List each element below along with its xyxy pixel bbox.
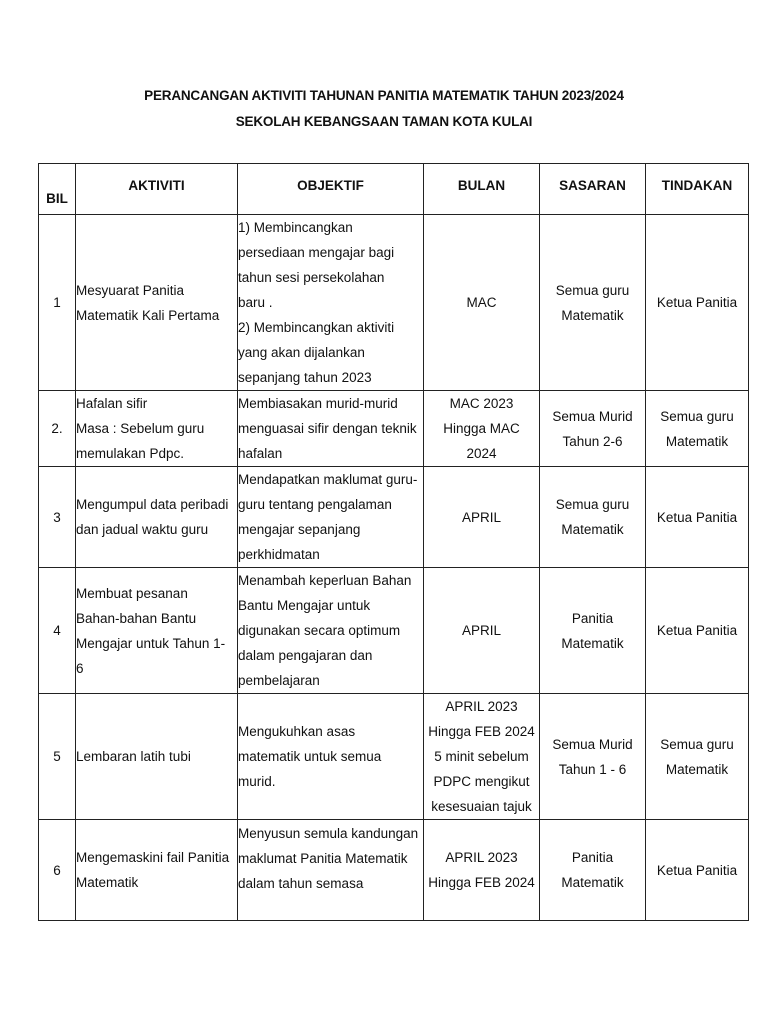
cell-line: Menambah keperluan Bahan [238,573,412,588]
cell-bulan [424,391,540,467]
cell-sasaran [540,391,646,467]
cell-line: Mengemaskini fail Panitia [76,850,230,865]
cell-line: Hingga MAC [443,421,520,436]
document-title: PERANCANGAN AKTIVITI TAHUNAN PANITIA MATEMATIK TAHUN 2023/2024 [144,88,624,103]
cell-line: 2) Membincangkan aktiviti [238,320,395,335]
cell-tindakan [646,467,749,568]
cell-line: Semua Murid [552,408,633,424]
cell-line: maklumat Panitia Matematik [238,850,408,866]
cell-bulan [424,820,540,921]
cell-objektif [238,820,424,921]
cell-bil: 6 [39,820,76,921]
cell-bil: 4 [39,568,76,694]
cell-line: Matematik [665,433,729,449]
header-tindakan: TINDAKAN [646,164,749,215]
cell-line: persediaan mengajar bagi [238,245,395,260]
cell-line: Mendapatkan maklumat guru- [238,472,418,487]
cell-line: dalam pengajaran dan [238,648,373,663]
table-row [39,391,749,467]
cell-aktiviti [76,694,238,820]
cell-bulan [424,467,540,568]
cell-line: Panitia [571,850,614,865]
cell-aktiviti [76,215,238,391]
cell-line: PDPC mengikut [433,774,530,789]
cell-line: memulakan Pdpc. [76,446,185,461]
cell-line: Lembaran latih tubi [76,749,191,764]
cell-line: Bantu Mengajar untuk [238,598,371,613]
cell-bil: 1 [39,215,76,391]
cell-line: 6 [76,660,84,676]
cell-line: Ketua Panitia [656,623,738,638]
cell-line: Semua guru [660,408,734,424]
cell-tindakan [646,820,749,921]
cell-objektif [238,568,424,694]
cell-objektif [238,467,424,568]
cell-sasaran [540,467,646,568]
cell-line: Mesyuarat Panitia [76,282,185,298]
activity-plan-table [38,163,749,921]
cell-line: Bahan-bahan Bantu [76,610,197,626]
cell-line: Hafalan sifir [76,396,148,411]
cell-line: Masa : Sebelum guru [76,421,205,436]
cell-line: 5 minit sebelum [434,749,529,764]
cell-tindakan [646,568,749,694]
cell-line: MAC 2023 [449,396,514,411]
cell-line: Ketua Panitia [656,862,738,878]
cell-bil: 5 [39,694,76,820]
cell-bil: 2. [39,391,76,467]
cell-aktiviti [76,568,238,694]
cell-sasaran [540,215,646,391]
header-aktiviti: AKTIVITI [76,164,238,215]
cell-line: baru . [238,295,273,310]
cell-bil: 3 [39,467,76,568]
cell-line: dalam tahun semasa [238,875,364,891]
cell-line: Matematik [561,307,624,323]
cell-sasaran [540,820,646,921]
cell-objektif [238,694,424,820]
cell-line: digunakan secara optimum [238,623,401,638]
cell-line: MAC [466,295,497,310]
cell-line: Panitia [571,610,614,626]
table-row [39,467,749,568]
cell-line: Semua Murid [552,736,633,752]
cell-aktiviti [76,820,238,921]
cell-line: Matematik [561,875,624,890]
cell-bulan [424,215,540,391]
cell-tindakan [646,215,749,391]
cell-line: guru tentang pengalaman [238,497,392,512]
cell-line: perkhidmatan [238,547,320,562]
cell-line: dan jadual waktu guru [76,522,209,537]
cell-line: pembelajaran [238,673,320,688]
school-name: SEKOLAH KEBANGSAAN TAMAN KOTA KULAI [235,114,533,129]
cell-bulan [424,568,540,694]
cell-line: Matematik [561,522,624,537]
cell-line: mengajar sepanjang [238,522,361,537]
table-row [39,820,749,921]
table-row [39,694,749,820]
cell-line: 1) Membincangkan [238,220,353,235]
cell-line: Tahun 2-6 [562,433,623,449]
cell-line: Mengumpul data peribadi [76,497,229,512]
cell-line: Semua guru [555,497,630,512]
cell-line: APRIL [461,509,502,525]
header-sasaran: SASARAN [540,164,646,215]
cell-line: Ketua Panitia [656,509,738,525]
header-bulan: BULAN [424,164,540,215]
cell-line: Membuat pesanan [76,585,188,601]
cell-line: Matematik [76,875,139,890]
cell-bulan [424,694,540,820]
cell-line: matematik untuk semua [238,749,382,764]
table-body [39,215,749,921]
cell-line: tahun sesi persekolahan [238,270,385,285]
table-row [39,215,749,391]
cell-line: 2024 [466,446,497,461]
cell-line: Matematik [561,635,624,651]
cell-line: APRIL [461,623,502,638]
cell-line: kesesuaian tajuk [431,799,532,814]
header-row [39,164,749,215]
header-bil: BIL [39,164,76,215]
cell-sasaran [540,568,646,694]
cell-line: Mengukuhkan asas [238,724,356,739]
cell-line: Matematik [665,761,729,777]
cell-line: Ketua Panitia [656,295,738,310]
cell-line: Semua guru [555,282,630,298]
cell-line: hafalan [238,446,283,461]
cell-line: Hingga FEB 2024 [428,875,535,890]
cell-tindakan [646,694,749,820]
cell-objektif [238,215,424,391]
cell-line: yang akan dijalankan [238,345,365,360]
cell-line: Matematik Kali Pertama [76,307,220,323]
cell-line: Tahun 1 - 6 [558,761,627,777]
cell-line: sepanjang tahun 2023 [238,370,372,385]
cell-aktiviti [76,467,238,568]
cell-objektif [238,391,424,467]
cell-line: Membiasakan murid-murid [238,396,398,411]
cell-line: Hingga FEB 2024 [428,724,535,739]
cell-line: Mengajar untuk Tahun 1- [76,635,226,651]
cell-tindakan [646,391,749,467]
cell-line: APRIL 2023 [445,699,518,714]
cell-line: Semua guru [660,736,734,752]
cell-line: APRIL 2023 [445,850,518,865]
cell-aktiviti [76,391,238,467]
table-header [39,164,749,215]
cell-line: murid. [238,774,276,789]
cell-line: menguasai sifir dengan teknik [238,421,417,436]
header-objektif: OBJEKTIF [238,164,424,215]
cell-sasaran [540,694,646,820]
table-row [39,568,749,694]
cell-line: Menyusun semula kandungan [238,825,419,841]
